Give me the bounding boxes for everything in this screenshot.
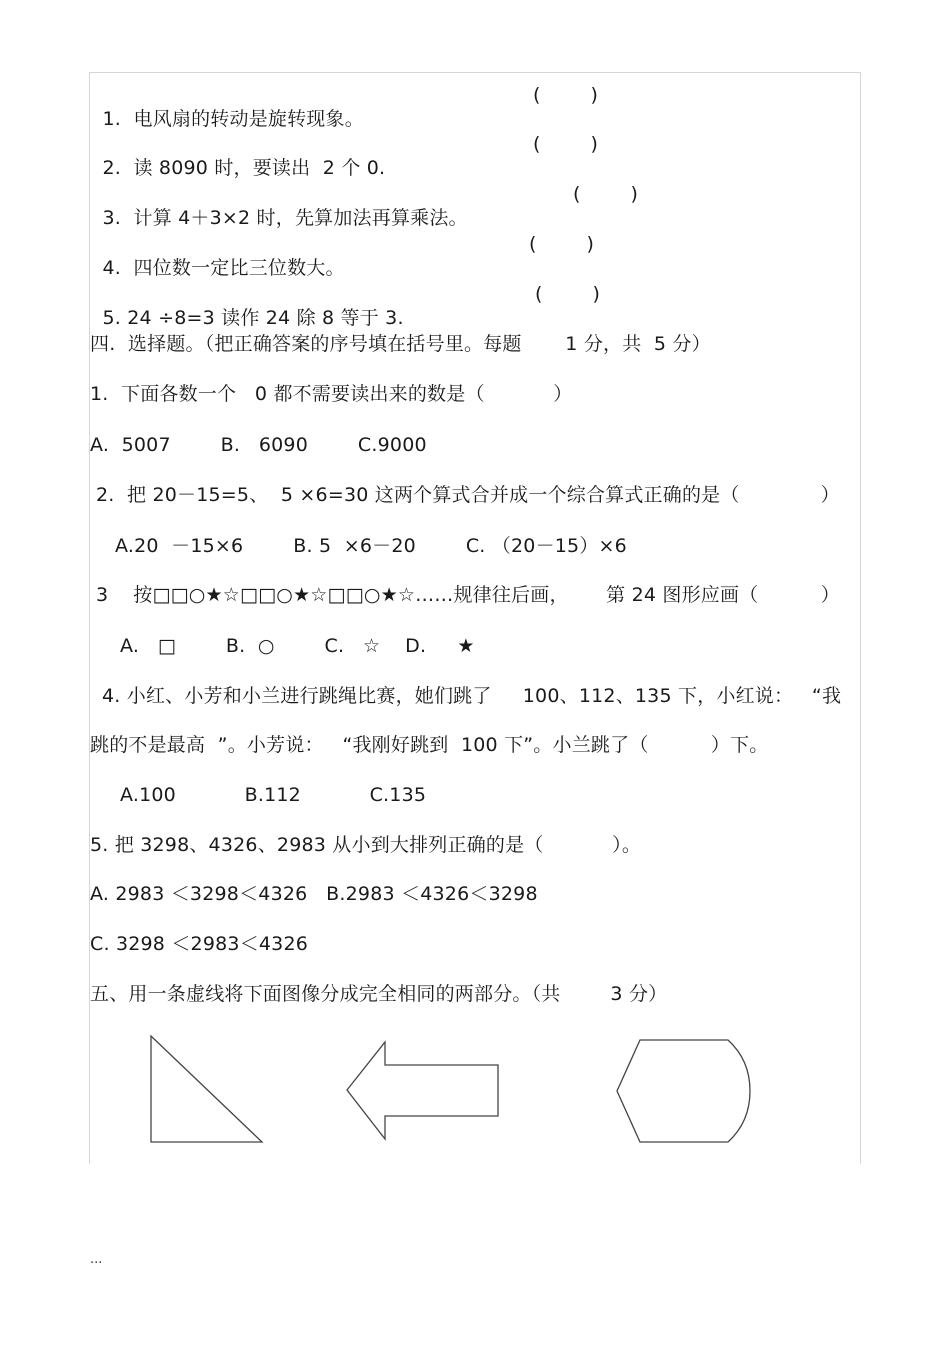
judgement-item-2-text: 2. 读 8090 时，要读出 2 个 0.: [102, 157, 386, 179]
choice-q4-stem: 4. 小红、小芳和小兰进行跳绳比赛，她们跳了 100、112、135 下，小红说： “我: [102, 685, 842, 707]
choice-q4-stem-continued: 跳的不是最高 ”。小芳说： “我刚好跳到 100 下”。小兰跳了（ ）下。: [90, 734, 769, 756]
judgement-item-4-answer-paren[interactable]: ( ): [529, 233, 595, 255]
choice-q5-stem: 5. 把 3298、4326、2983 从小到大排列正确的是（ ）。: [90, 834, 642, 856]
judgement-item-1-answer-paren[interactable]: ( ): [533, 84, 599, 106]
page-footer-ellipsis: ...: [90, 1252, 103, 1267]
judgement-item-5-answer-paren[interactable]: ( ): [535, 283, 601, 305]
left-arrow-figure: [347, 1042, 498, 1139]
judgement-item-1-text: 1. 电风扇的转动是旋转现象。: [102, 108, 364, 130]
choice-q5-options-ab: A. 2983 ＜3298＜4326 B.2983 ＜4326＜3298: [90, 883, 538, 905]
judgement-item-4-text: 4. 四位数一定比三位数大。: [102, 257, 345, 279]
choice-q2-options: A.20 －15×6 B. 5 ×6－20 C. （20－15）×6: [115, 535, 627, 557]
right-triangle-figure: [151, 1036, 262, 1142]
choice-q3-options: A. □ B. ○ C. ☆ D. ★: [120, 635, 475, 657]
choice-q2-stem: 2. 把 20－15=5、 5 ×6=30 这两个算式合并成一个综合算式正确的是（ ）: [96, 484, 840, 506]
choice-q4-options: A.100 B.112 C.135: [120, 784, 427, 806]
judgement-item-5-text: 5. 24 ÷8=3 读作 24 除 8 等于 3.: [102, 307, 404, 329]
choice-q1-stem: 1. 下面各数一个 0 都不需要读出来的数是（ ）: [90, 383, 573, 405]
choice-q1-options: A. 5007 B. 6090 C.9000: [90, 434, 427, 456]
section-4-title: 四. 选择题。（把正确答案的序号填在括号里。每题 1 分，共 5 分）: [90, 333, 711, 355]
judgement-item-3-text: 3. 计算 4＋3×2 时，先算加法再算乘法。: [102, 207, 468, 229]
judgement-item-2-answer-paren[interactable]: ( ): [533, 133, 599, 155]
choice-q5-option-c: C. 3298 ＜2983＜4326: [90, 933, 309, 955]
rounded-hexagon-figure: [617, 1040, 750, 1142]
choice-q3-stem: 3 按□□○★☆□□○★☆□□○★☆……规律往后画， 第 24 图形应画（ ）: [96, 584, 840, 606]
section-5-title: 五、用一条虚线将下面图像分成完全相同的两部分。（共 3 分）: [90, 983, 668, 1005]
judgement-item-3-answer-paren[interactable]: ( ): [573, 183, 639, 205]
